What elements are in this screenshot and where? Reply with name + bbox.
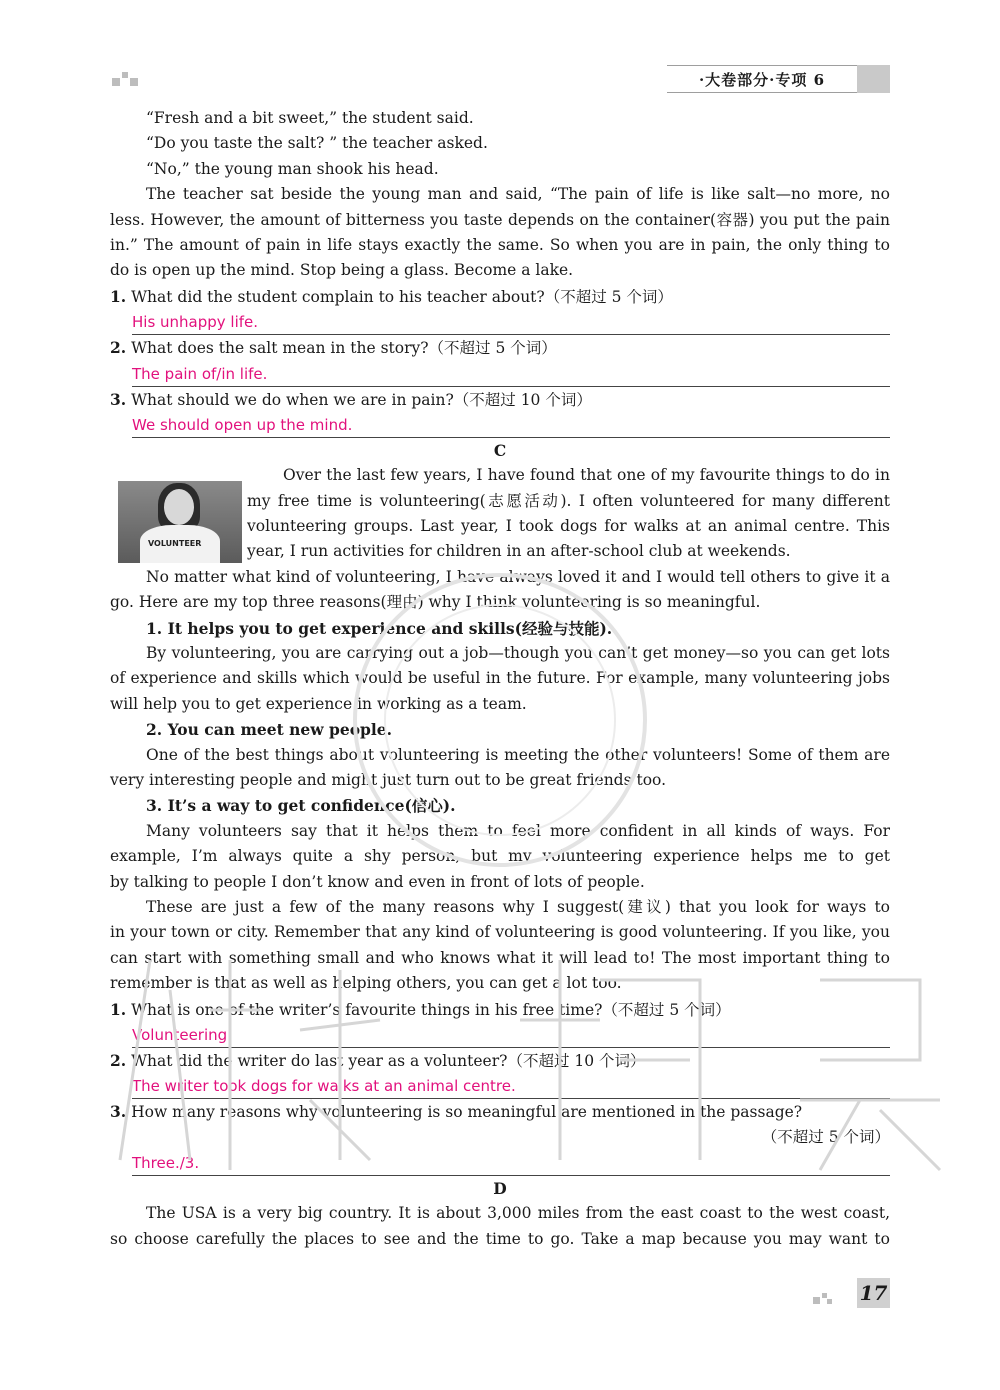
answer-line: We should open up the mind. bbox=[132, 412, 890, 438]
header-squares-decoration bbox=[112, 72, 142, 88]
passage-line: by talking to people I don’t know and even in front of lots of people. bbox=[110, 872, 645, 891]
question: 1. What did the student complain to his teacher about?（不超过 5 个词） bbox=[110, 286, 673, 306]
question: 2. What did the writer do last year as a volunteer?（不超过 10 个词） bbox=[110, 1050, 646, 1070]
reason-heading: 2. You can meet new people. bbox=[146, 720, 393, 740]
reason-heading: 3. It’s a way to get confidence(信心). bbox=[146, 796, 456, 816]
footer-squares-decoration bbox=[813, 1293, 833, 1305]
page-number: 17 bbox=[857, 1278, 890, 1308]
passage-line: volunteering groups. Last year, I took dogs for walks at an animal centre. This bbox=[247, 517, 890, 536]
passage-line: go. Here are my top three reasons(理由) why I think volunteering is so meaningful. bbox=[110, 593, 761, 612]
passage-line: “Fresh and a bit sweet,” the student said. bbox=[146, 109, 474, 127]
answer-line: The pain of/in life. bbox=[132, 361, 890, 387]
passage-line: do is open up the mind. Stop being a glass. Become a lake. bbox=[110, 261, 574, 280]
passage-line: year, I run activities for children in an after-school club at weekends. bbox=[247, 542, 791, 561]
header-tab-decoration bbox=[857, 65, 890, 93]
answer-line: His unhappy life. bbox=[132, 309, 890, 335]
passage-line: in your town or city. Remember that any kind of volunteering is good volunteering. If you like, you bbox=[110, 923, 890, 942]
passage-line: will help you to get experience in working as a team. bbox=[110, 694, 527, 713]
passage-line: very interesting people and might just turn out to be great friends too. bbox=[110, 770, 667, 789]
answer-line: Volunteering. bbox=[132, 1022, 890, 1048]
passage-line: The teacher sat beside the young man and said, “The pain of life is like salt—no more, no bbox=[146, 185, 890, 204]
passage-line: in.” The amount of pain in life stays exactly the same. So when you are in pain, the only thing to bbox=[110, 235, 890, 254]
section-heading: C bbox=[493, 440, 507, 460]
passage-line: By volunteering, you are carrying out a job—though you can’t get money—so you can get lots bbox=[146, 644, 890, 663]
answer-line: The writer took dogs for walks at an animal centre. bbox=[132, 1073, 890, 1099]
passage-line: “Do you taste the salt? ” the teacher asked. bbox=[146, 134, 488, 153]
passage-line: of experience and skills which would be useful in the future. For example, many volunteering jobs bbox=[110, 669, 890, 688]
passage-line: No matter what kind of volunteering, I have always loved it and I would tell others to give it a bbox=[146, 567, 890, 586]
page-content bbox=[110, 106, 890, 1252]
passage-line: example, I’m always quite a shy person, but my volunteering experience helps me to get bbox=[110, 847, 890, 866]
reason-heading: 1. It helps you to get experience and skills(经验与技能). bbox=[146, 618, 613, 638]
passage-line: “No,” the young man shook his head. bbox=[146, 159, 439, 178]
question: 1. What is one of the writer’s favourite things in his free time?（不超过 5 个词） bbox=[110, 999, 731, 1019]
question: 3. What should we do when we are in pain?（不超过 10 个词） bbox=[110, 389, 592, 409]
passage-line: my free time is volunteering(志愿活动). I often volunteered for many different bbox=[247, 491, 890, 510]
question-limit: （不超过 5 个词） bbox=[761, 1127, 890, 1146]
section-heading: D bbox=[493, 1179, 507, 1199]
question: 2. What does the salt mean in the story?（不超过 5 个词） bbox=[110, 338, 557, 358]
question: 3. How many reasons why volunteering is so meaningful are mentioned in the passage? bbox=[110, 1102, 803, 1122]
passage-line: These are just a few of the many reasons why I suggest(建议) that you look for ways to bbox=[146, 897, 890, 916]
passage-line: so choose carefully the places to see and the time to go. Take a map because you may want to bbox=[110, 1229, 890, 1248]
passage-line: remember is that as well as helping others, you can get a lot too. bbox=[110, 974, 622, 993]
passage-line: Many volunteers say that it helps them to feel more confident in all kinds of ways. For bbox=[146, 821, 890, 840]
passage-line: One of the best things about volunteering is meeting the other volunteers! Some of them are bbox=[146, 745, 890, 764]
answer-line: Three./3. bbox=[132, 1150, 890, 1176]
header-title: ·大卷部分·专项 6 bbox=[667, 65, 857, 93]
passage-line: can start with something small and who knows what it will lead to! The most important thing to bbox=[110, 948, 890, 967]
passage-line: The USA is a very big country. It is about 3,000 miles from the east coast to the west coast, bbox=[146, 1204, 890, 1223]
passage-line: Over the last few years, I have found that one of my favourite things to do in bbox=[283, 466, 890, 485]
photo-shirt-label: VOLUNTEER bbox=[148, 539, 202, 548]
passage-line: less. However, the amount of bitterness you taste depends on the container(容器) you put the pain bbox=[110, 210, 890, 229]
